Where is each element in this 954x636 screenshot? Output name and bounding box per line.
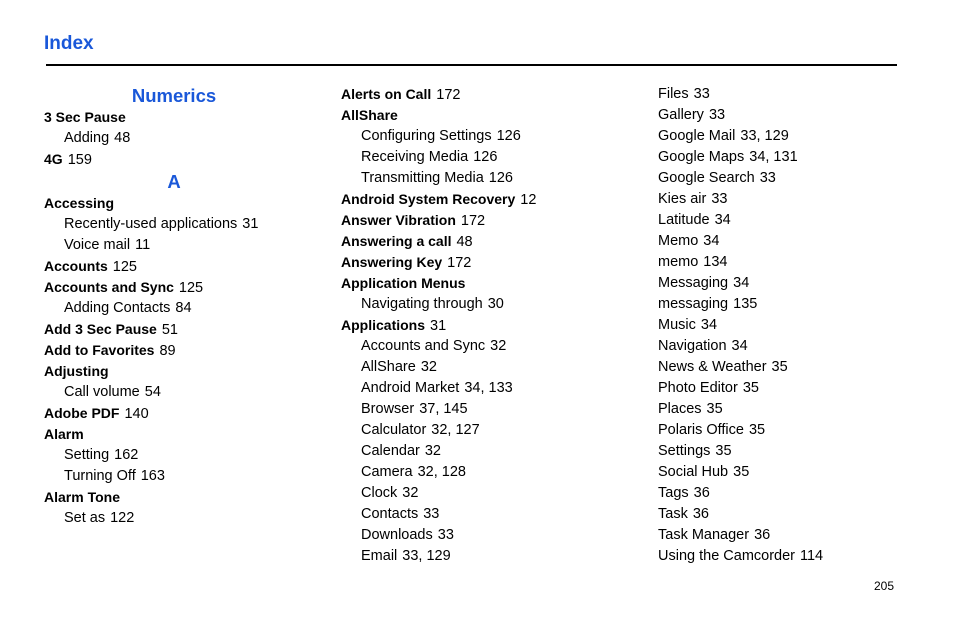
index-subentry	[658, 252, 908, 273]
index-section-heading: A	[167, 171, 181, 192]
index-page-ref[interactable]: 172	[460, 213, 486, 229]
index-term: Alarm	[44, 426, 84, 442]
index-term: Accessing	[44, 195, 115, 211]
index-term: Call volume	[64, 384, 140, 400]
index-page-ref[interactable]: 33, 129	[402, 548, 451, 564]
index-term: Task Manager	[658, 527, 750, 543]
index-entry	[44, 340, 304, 361]
index-page-ref[interactable]: 35	[742, 380, 759, 396]
index-term: Task	[658, 506, 688, 522]
index-entry	[341, 252, 621, 273]
index-subentry	[658, 546, 908, 567]
index-subentry	[44, 382, 304, 403]
index-entry	[44, 361, 304, 382]
index-page-ref[interactable]: 114	[800, 548, 824, 564]
index-term: Tags	[658, 485, 689, 501]
index-subentry	[658, 210, 908, 231]
index-term: Browser	[361, 401, 415, 417]
index-term: 3 Sec Pause	[44, 109, 126, 125]
index-term: Google Search	[658, 170, 755, 186]
index-entry	[44, 193, 304, 214]
index-page-ref[interactable]: 34, 131	[749, 149, 798, 165]
index-entry	[44, 256, 304, 277]
index-subentry	[658, 105, 908, 126]
index-page-ref[interactable]: 12	[520, 192, 537, 208]
index-term: Google Maps	[658, 149, 745, 165]
index-term: Email	[361, 548, 398, 564]
index-subentry	[44, 235, 304, 256]
index-term: Android Market	[361, 380, 460, 396]
title-divider	[46, 64, 897, 66]
index-entry	[44, 319, 304, 340]
index-term: Receiving Media	[361, 149, 469, 165]
index-term: Voice mail	[64, 237, 131, 253]
index-page-ref[interactable]: 36	[692, 506, 709, 522]
index-entry	[44, 149, 304, 170]
index-term: Transmitting Media	[361, 170, 484, 186]
index-page-ref[interactable]: 35	[733, 464, 750, 480]
index-term: AllShare	[361, 359, 416, 375]
index-column-3	[658, 84, 908, 567]
index-page-ref[interactable]: 32, 128	[417, 464, 466, 480]
index-entry	[44, 424, 304, 445]
index-subentry	[341, 420, 621, 441]
index-term: Downloads	[361, 527, 433, 543]
index-subentry	[658, 483, 908, 504]
index-page-ref[interactable]: 84	[175, 300, 192, 316]
index-page-ref[interactable]: 32	[424, 443, 441, 459]
index-page-ref[interactable]: 32	[490, 338, 507, 354]
index-entry	[341, 210, 621, 231]
index-page-ref[interactable]: 125	[178, 280, 204, 296]
index-page-ref[interactable]: 126	[488, 170, 513, 186]
index-term: Alarm Tone	[44, 489, 120, 505]
index-entry	[341, 273, 621, 294]
index-term: Files	[658, 86, 689, 102]
index-term: Add 3 Sec Pause	[44, 321, 157, 337]
index-page-ref[interactable]: 51	[161, 322, 178, 338]
index-page-ref[interactable]: 34	[703, 233, 720, 249]
index-term: Clock	[361, 485, 398, 501]
index-page-ref[interactable]: 30	[487, 296, 504, 312]
index-term: Accounts and Sync	[361, 338, 486, 354]
index-term: Camera	[361, 464, 413, 480]
index-subentry	[44, 445, 304, 466]
index-subentry	[658, 462, 908, 483]
index-term: Calculator	[361, 422, 427, 438]
index-term: 4G	[44, 151, 63, 167]
index-term: Answering a call	[341, 233, 452, 249]
index-term: messaging	[658, 296, 729, 312]
index-subentry	[658, 420, 908, 441]
index-page-ref[interactable]: 122	[110, 510, 135, 526]
index-term: Answering Key	[341, 254, 443, 270]
index-page-ref[interactable]: 162	[114, 447, 139, 463]
index-page-ref[interactable]: 140	[124, 406, 149, 422]
index-page-ref[interactable]: 89	[159, 343, 176, 359]
index-entry	[341, 231, 621, 252]
index-subentry	[658, 294, 908, 315]
index-page-ref[interactable]: 34	[733, 275, 750, 291]
index-term: Calendar	[361, 443, 420, 459]
index-term: Set as	[64, 510, 106, 526]
index-page-ref[interactable]: 34	[714, 212, 731, 228]
index-term: Alerts on Call	[341, 86, 432, 102]
index-subentry	[341, 504, 621, 525]
index-page-ref[interactable]: 126	[473, 149, 498, 165]
index-page-ref[interactable]: 36	[693, 485, 710, 501]
index-page-ref[interactable]: 36	[754, 527, 771, 543]
index-term: Setting	[64, 447, 110, 463]
index-page-ref[interactable]: 32, 127	[431, 422, 480, 438]
index-subentry	[341, 483, 621, 504]
index-term: Turning Off	[64, 468, 136, 484]
index-subentry	[658, 231, 908, 252]
index-page-ref[interactable]: 126	[496, 128, 521, 144]
index-term: Navigating through	[361, 296, 483, 312]
index-page-ref[interactable]: 48	[114, 130, 131, 146]
index-subentry	[44, 298, 304, 319]
index-subentry	[44, 508, 304, 529]
index-term: Places	[658, 401, 702, 417]
index-subentry	[341, 294, 621, 315]
index-term: Adding Contacts	[64, 300, 171, 316]
index-term: Music	[658, 317, 696, 333]
index-term: Using the Camcorder	[658, 548, 795, 564]
index-page-ref[interactable]: 37, 145	[419, 401, 468, 417]
index-subentry	[658, 126, 908, 147]
index-subentry	[658, 147, 908, 168]
index-term: Contacts	[361, 506, 419, 522]
index-subentry	[658, 84, 908, 105]
index-page-ref[interactable]: 35	[715, 443, 732, 459]
index-subentry	[341, 378, 621, 399]
index-page-ref[interactable]: 48	[456, 234, 473, 250]
index-page-ref[interactable]: 163	[140, 468, 165, 484]
index-page-ref[interactable]: 11	[135, 237, 151, 253]
index-term: Photo Editor	[658, 380, 738, 396]
index-entry	[341, 84, 621, 105]
index-subentry	[341, 126, 621, 147]
index-page-ref[interactable]: 135	[733, 296, 758, 312]
index-term: Application Menus	[341, 275, 466, 291]
index-subentry	[341, 546, 621, 567]
index-entry	[44, 107, 304, 128]
index-page-ref[interactable]: 54	[144, 384, 161, 400]
index-subentry	[658, 378, 908, 399]
index-entry	[44, 277, 304, 298]
index-subentry	[658, 336, 908, 357]
index-term: Applications	[341, 317, 426, 333]
index-subentry	[658, 189, 908, 210]
index-subentry	[44, 128, 304, 149]
index-subentry	[341, 357, 621, 378]
index-term: Accounts	[44, 258, 108, 274]
index-page-ref[interactable]: 159	[67, 152, 92, 168]
index-term: Messaging	[658, 275, 729, 291]
index-column-2	[341, 84, 621, 567]
index-subentry	[658, 168, 908, 189]
index-column-1	[44, 84, 304, 529]
page-title: Index	[44, 33, 94, 54]
index-term: Google Mail	[658, 128, 736, 144]
index-page-ref[interactable]: 32	[402, 485, 419, 501]
index-page-ref[interactable]: 32	[420, 359, 437, 375]
index-page-ref[interactable]: 34	[700, 317, 718, 333]
index-subentry	[341, 399, 621, 420]
index-term: Adobe PDF	[44, 405, 120, 421]
index-page-ref[interactable]: 35	[706, 401, 723, 417]
index-entry	[44, 487, 304, 508]
index-subentry	[658, 399, 908, 420]
index-subentry	[658, 441, 908, 462]
index-entry	[44, 403, 304, 424]
index-page-ref[interactable]: 172	[436, 87, 461, 103]
index-term: Adding	[64, 130, 110, 146]
index-term: Settings	[658, 443, 711, 459]
index-page-ref[interactable]: 33	[693, 86, 710, 102]
index-subentry	[658, 315, 908, 336]
index-section-heading: Numerics	[131, 85, 217, 106]
index-page-ref[interactable]: 125	[112, 259, 137, 275]
index-term: Add to Favorites	[44, 342, 155, 358]
index-term: Gallery	[658, 107, 704, 123]
index-page-ref[interactable]: 134	[703, 254, 728, 270]
index-page-ref[interactable]: 35	[748, 422, 766, 438]
index-page-ref[interactable]: 35	[771, 359, 788, 375]
index-term: memo	[658, 254, 699, 270]
index-term: Accounts and Sync	[44, 279, 174, 295]
index-subentry	[658, 357, 908, 378]
index-term: Latitude	[658, 212, 710, 228]
index-term: Adjusting	[44, 363, 109, 379]
index-page-ref[interactable]: 33	[708, 107, 726, 123]
page-number: 205	[874, 579, 895, 593]
index-subentry	[341, 168, 621, 189]
index-term: Polaris Office	[658, 422, 744, 438]
index-subentry	[341, 441, 621, 462]
index-page-ref[interactable]: 33	[423, 506, 440, 522]
index-term: Android System Recovery	[341, 191, 516, 207]
index-page-ref[interactable]: 33	[711, 191, 728, 207]
index-page-ref[interactable]: 33, 129	[740, 128, 789, 144]
index-term: Configuring Settings	[361, 128, 492, 144]
index-page-ref[interactable]: 34, 133	[464, 380, 513, 396]
index-term: Navigation	[658, 338, 727, 354]
index-entry	[341, 315, 621, 336]
index-subentry	[341, 525, 621, 546]
index-entry	[341, 189, 621, 210]
index-subentry	[44, 466, 304, 487]
index-page-ref[interactable]: 34	[731, 338, 748, 354]
index-subentry	[341, 462, 621, 483]
index-subentry	[341, 336, 621, 357]
index-subentry	[341, 147, 621, 168]
index-page-ref[interactable]: 31	[242, 216, 259, 232]
index-term: Memo	[658, 233, 699, 249]
index-term: Social Hub	[658, 464, 729, 480]
index-page-ref[interactable]: 172	[447, 255, 472, 271]
index-term: Answer Vibration	[341, 212, 456, 228]
index-entry	[341, 105, 621, 126]
index-page-ref[interactable]: 33	[759, 170, 776, 186]
index-subentry	[658, 525, 908, 546]
index-term: Kies air	[658, 191, 707, 207]
index-term: News & Weather	[658, 359, 767, 375]
index-term: Recently-used applications	[64, 216, 238, 232]
index-subentry	[658, 504, 908, 525]
index-page-ref[interactable]: 33	[437, 527, 454, 543]
index-subentry	[658, 273, 908, 294]
index-term: AllShare	[341, 107, 398, 123]
index-page-ref[interactable]: 31	[430, 318, 447, 334]
index-subentry	[44, 214, 304, 235]
